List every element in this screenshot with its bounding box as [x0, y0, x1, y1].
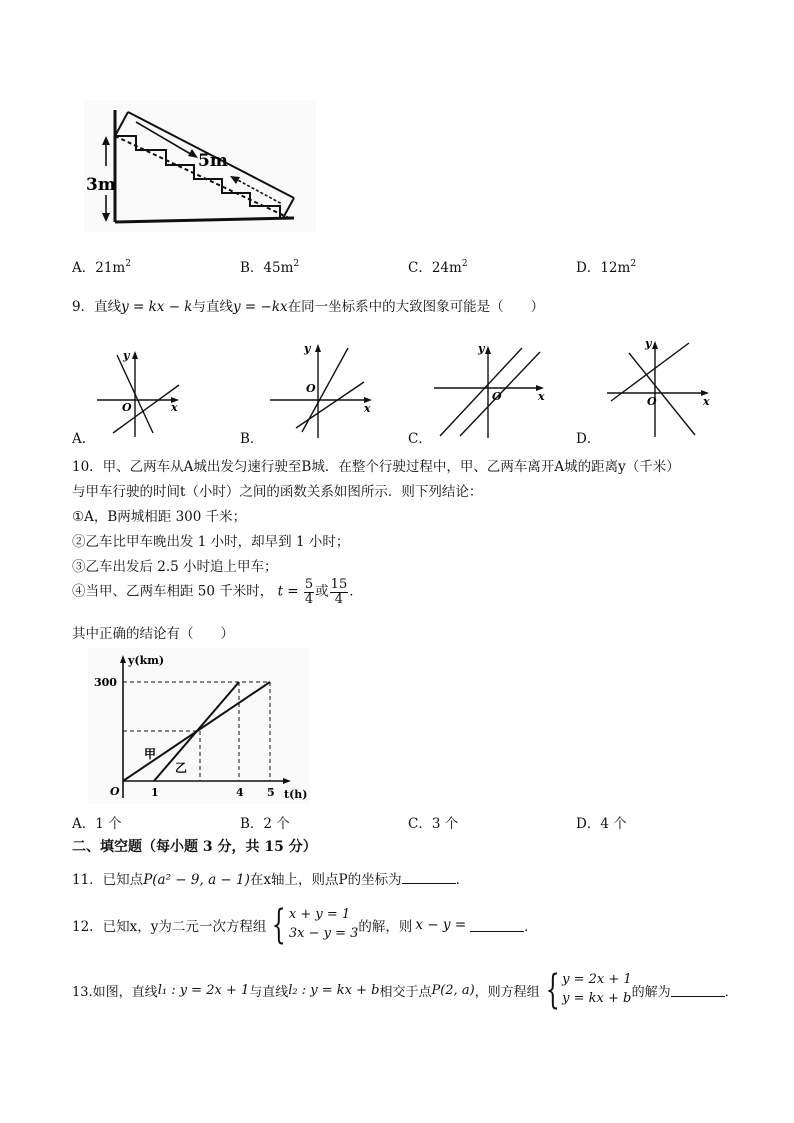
- q12-mid: 的解，则: [358, 919, 413, 935]
- q10-option-d[interactable]: D．4 个: [576, 816, 627, 832]
- q12-eq1: x + y = 1: [288, 907, 351, 923]
- q13-answer-blank[interactable]: [671, 984, 725, 997]
- graph-x-label: t(h): [284, 788, 308, 801]
- graph-y-label: y(km): [128, 654, 165, 667]
- q12-pre: 12．已知x，y为二元一次方程组: [72, 919, 267, 935]
- option-letter: D．: [576, 260, 601, 276]
- option-value: 24m: [431, 260, 462, 276]
- fraction-15-4: [330, 578, 349, 606]
- q13-eq1: y = 2x + 1: [562, 972, 632, 988]
- q9-graph-b: [268, 340, 378, 440]
- graph-x-tick-5: 5: [267, 786, 275, 799]
- section-2-title: 二、填空题（每小题 3 分，共 15 分）: [72, 839, 317, 855]
- q13-line1: l₁ : y = 2x + 1: [157, 982, 250, 998]
- axis-y-label: y: [123, 349, 130, 362]
- q8-option-a[interactable]: [72, 256, 131, 276]
- option-value: 12m: [600, 260, 631, 276]
- fraction-denominator: 4: [304, 591, 314, 607]
- q12-answer-blank[interactable]: [470, 919, 524, 932]
- q13-mid4: 的解为: [631, 984, 671, 1000]
- q11-pre: 11．已知点: [72, 872, 144, 888]
- fraction-denominator: 4: [334, 591, 344, 607]
- q13-mid1: 与直线: [249, 984, 289, 1000]
- axis-x-label: x: [703, 395, 710, 408]
- series-jia-label: 甲: [144, 747, 157, 761]
- option-letter: A．: [72, 260, 96, 276]
- q9-rest: 在同一坐标系中的大致图象可能是（ ）: [287, 299, 545, 315]
- axis-x-label: x: [171, 401, 178, 414]
- q13-mid2: 相交于点: [379, 984, 432, 1000]
- q10-option-c[interactable]: C．3 个: [408, 816, 459, 832]
- fraction-numerator: 15: [330, 577, 348, 592]
- q12: [72, 902, 538, 948]
- axis-x-label: x: [364, 402, 371, 415]
- series-yi-label: 乙: [175, 761, 188, 775]
- q13-line2: l₂ : y = kx + b: [288, 982, 380, 998]
- q9-graph-c: [432, 340, 552, 440]
- q9-number: 9．直线: [72, 299, 122, 315]
- option-letter: B．: [240, 260, 264, 276]
- q13-eq2: y = kx + b: [562, 991, 632, 1006]
- q8-option-d[interactable]: [576, 256, 636, 276]
- q11: [72, 868, 469, 888]
- q10-conclusion-3: ③乙车出发后 2.5 小时追上甲车；: [72, 559, 278, 575]
- q12-end: ．: [524, 919, 538, 935]
- q13-end: ．: [724, 984, 738, 1000]
- option-value: 21m: [95, 260, 126, 276]
- option-exponent: 2: [461, 259, 468, 269]
- q9-option-a[interactable]: A．: [72, 431, 96, 447]
- q9-mid: 与直线: [192, 299, 233, 315]
- q13: [72, 967, 738, 1013]
- conclusion-4-end: ．: [349, 583, 363, 600]
- conclusion-4-var: t =: [277, 583, 299, 600]
- q13-point: P(2, a): [431, 982, 475, 998]
- q10-conclusion-2: ②乙车比甲车晚出发 1 小时，却早到 1 小时；: [72, 534, 350, 550]
- conclusion-4-text: ④当甲、乙两车相距 50 千米时，: [72, 583, 274, 600]
- q12-expr: x − y =: [415, 917, 467, 933]
- option-exponent: 2: [293, 259, 300, 269]
- origin-label: O: [647, 395, 657, 408]
- q9-stem: [72, 295, 544, 315]
- origin-label: O: [492, 390, 502, 403]
- axis-y-label: y: [478, 342, 485, 355]
- fraction-numerator: 5: [304, 577, 314, 592]
- origin-label: O: [306, 382, 316, 395]
- q10-conclusion-1: ①A，B两城相距 300 千米；: [72, 509, 247, 525]
- q13-mid3: ，则方程组: [474, 984, 540, 1000]
- q11-point-expr: P(a² − 9, a − 1): [143, 872, 250, 888]
- option-exponent: 2: [630, 259, 637, 269]
- q10-option-b[interactable]: B．2 个: [240, 816, 290, 832]
- brace-icon: {: [545, 967, 560, 1013]
- q9-graph-a: [95, 345, 185, 440]
- brace-icon: {: [272, 902, 287, 948]
- q12-equation-system: [266, 902, 359, 948]
- q10-question: 其中正确的结论有（ ）: [72, 626, 234, 642]
- graph-x-tick-1: 1: [151, 786, 159, 799]
- q9-option-b[interactable]: B．: [240, 431, 264, 447]
- q12-eq2: 3x − y = 3: [288, 926, 359, 941]
- option-exponent: 2: [125, 259, 131, 269]
- axis-y-label: y: [645, 337, 652, 350]
- stair-height-label: 3m: [86, 175, 116, 195]
- graph-origin: O: [110, 785, 120, 798]
- conclusion-4-or: 或: [315, 583, 329, 600]
- fraction-5-4: [304, 578, 314, 606]
- q9-option-c[interactable]: C．: [408, 431, 432, 447]
- q13-equation-system: [540, 967, 632, 1013]
- q10-line2: 与甲车行驶的时间t（小时）之间的函数关系如图所示．则下列结论：: [72, 484, 483, 500]
- q9-line2-eq: y = −kx: [232, 299, 288, 315]
- q10-option-a[interactable]: A．1 个: [72, 816, 122, 832]
- q8-option-b[interactable]: [240, 256, 299, 276]
- option-letter: C．: [408, 260, 432, 276]
- q10-distance-time-graph: [88, 648, 310, 804]
- graph-y-tick-300: 300: [94, 676, 117, 689]
- axis-y-label: y: [304, 342, 311, 355]
- q11-end: ．: [455, 872, 470, 888]
- q9-line1-eq: y = kx − k: [121, 299, 193, 315]
- option-value: 45m: [263, 260, 294, 276]
- q9-option-d[interactable]: D．: [576, 431, 601, 447]
- q13-pre: 13.如图，直线: [72, 984, 158, 1000]
- q8-option-c[interactable]: [408, 256, 468, 276]
- graph-x-tick-4: 4: [236, 786, 244, 799]
- q10-line1: 10．甲、乙两车从A城出发匀速行驶至B城．在整个行驶过程中，甲、乙两车离开A城的距离y（千米）: [72, 459, 680, 475]
- stair-length-label: 5m: [198, 151, 228, 171]
- staircase-figure: [84, 100, 316, 232]
- q11-mid: 在x轴上，则点P的坐标为: [249, 872, 402, 888]
- q9-graph-d: [605, 335, 720, 440]
- q10-conclusion-4: [72, 578, 363, 606]
- q11-answer-blank[interactable]: [402, 871, 456, 884]
- axis-x-label: x: [538, 390, 545, 403]
- origin-label: O: [122, 401, 132, 414]
